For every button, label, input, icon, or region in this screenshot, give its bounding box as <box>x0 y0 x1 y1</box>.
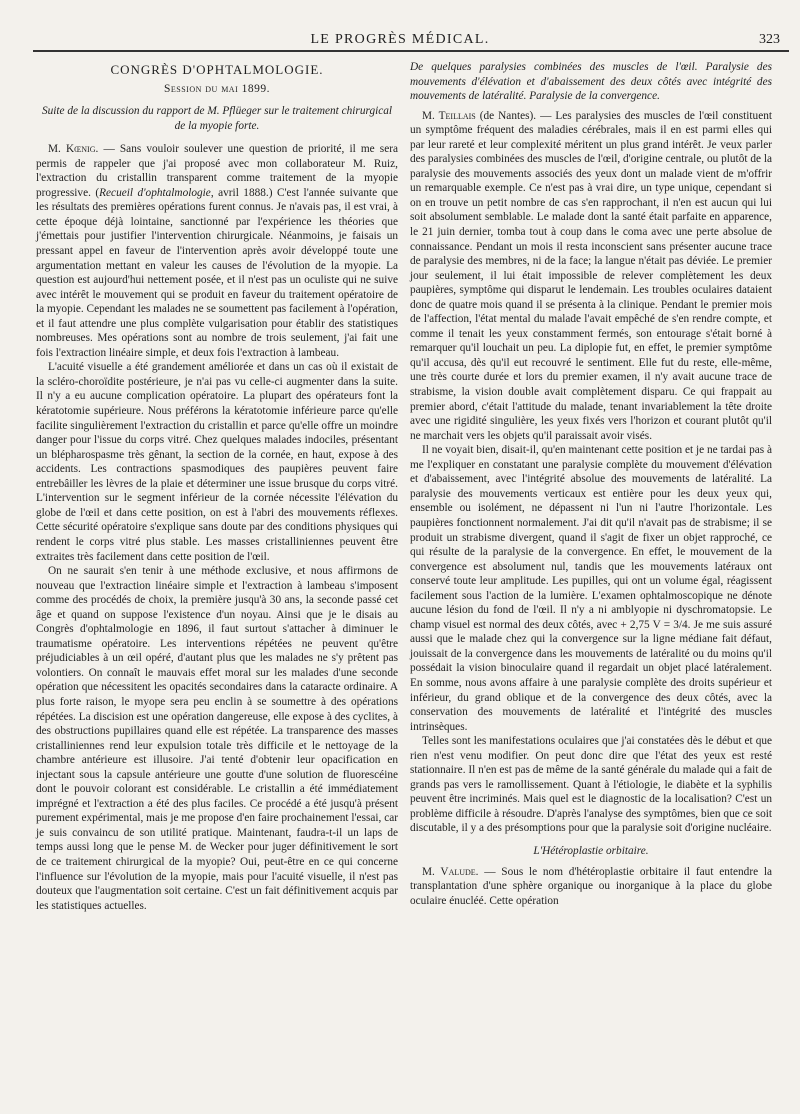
paragraph-text: (de Nantes). — Les paralysies des muscles de l'œil constituent un symptôme fréquent des maladies cérébrales, mais il en est parmi elles qui par leur rareté et leur complexité méritent un plus grand intérêt. Je veux parler des paralysies combinées des muscles de l'œil, d'origine centrale, ou plutôt de la paralysie des mouvements associés des yeux dont un malade vient de m'offrir un remarquable exemple. Ce n'est pas à vrai dire, un type unique, cependant si on en trouve un petit nombre de cas s'en rapprochant, il n'en est aucun qui lui soit absolument semblable. Le malade dont la santé était parfaite en apparence, le 21 juin dernier, tomba tout à coup dans le coma avec une perte absolue de connaissance. Pendant un mois il resta inconscient sans présenter aucune trace de paralysie des membres, ni de la face; la langue n'était pas déviée. Le premier jour seulement, il lui était impossible de relever complètement les deux paupières, symptôme qui disparut le lendemain. Les troubles oculaires dataient donc de quatre mois quand il se présenta à la clinique. Pendant le premier mois de l'affection, l'état mental du malade l'avait empêché de s'en rendre compte, et comme il tenait les yeux constamment fermés, son entourage s'était borné à remarquer qu'il louchait un peu. La diplopie fut, en effet, le premier symptôme qu'il accusa, dès qu'il eut recouvré le sentiment. Elle fut du reste, elle-même, une très courte durée et lors du premier examen, il n'y avait aucune trace de strabisme, la vision double avait complètement disparu. Ce qui frappait au premier abord, c'était l'attitude du malade, tenant invariablement la tête droite avec une rigidité singulière, les yeux fixés vers l'horizon et courant plutôt qu'il ne marchait vers les objets qu'il paraissait avoir visés. <box>410 109 772 442</box>
page-number: 323 <box>759 32 780 47</box>
speaker-name: M. Valude. <box>422 865 479 878</box>
paragraph-text: , avril 1888.) C'est l'année suivante que les résultats des premières opérations furent connus. Je n'avais pas, il est vrai, à cette époque déjà lointaine, sanctionné par l'expérience les théories que j'émettais pour justifier l'intervention chirurgicale. Néanmoins, je faisais un pressant appel en faveur de l'intervention après avoir développé toute une argumentation mettant en valeur les causes de l'évolution de la myopie. La question est aujourd'hui nettement posée, et il n'est pas un oculiste qui ne suive avec intérêt le mouvement qui se produit en faveur du traitement opératoire de la myopie. Cependant les malades ne se soumettent pas facilement à l'opération, et il faut attendre une plus complète vulgarisation pour établir des statistiques nombreuses. Mes opérations sont au nombre de trois seulement, j'ai fait une fois l'extraction linéaire simple, et deux fois l'extraction à lambeau. <box>36 186 398 359</box>
section-subheading: L'Hétéroplastie orbitaire. <box>533 844 649 857</box>
paragraph: L'acuité visuelle a été grandement améliorée et dans un cas où il existait de la scléro-choroïdite postérieure, je n'ai pas vu celle-ci augmenter dans la suite. Il n'y a eu aucune complication opératoire. La plupart des opérateurs font la kératotomie supérieure. Nous préférons la kératotomie inférieure parce qu'elle facilite singulièrement l'extraction du cristallin et parce qu'elle offre un moindre danger pour l'issue du corps vitré. Chez quelques malades indociles, présentant un blépharospasme très gênant, la section de la cornée, en haut, expose à des accidents. Les contractions spasmodiques des paupières peuvent faire entrebâiller les lèvres de la plaie et déterminer une issue brusque du corps vitré. L'intervention sur le segment inférieur de la cornée nécessite l'élévation du globe de l'œil et dans cette position, on est à l'abri des mouvements réflexes. Cette sécurité opératoire s'explique sans doute par des conditions physiques qui rendent le corps vitré plus stable. Les masses cristalliniennes peuvent être extraites très facilement dans cette position de l'œil. <box>36 361 398 563</box>
session-line: Session du mai 1899. <box>163 82 270 95</box>
paragraph <box>410 865 772 909</box>
left-column <box>36 60 398 913</box>
speaker-name: M. Kœnig. <box>48 143 99 156</box>
speaker-name: M. Teillais <box>422 109 476 122</box>
journal-reference: Recueil d'ophtalmologie <box>99 186 211 199</box>
discussion-subtitle: Suite de la discussion du rapport de M. Pflüeger sur le traitement chirurgical de la myopie forte. <box>41 105 393 132</box>
paragraph-text: — Sans vouloir soulever une question de priorité, il me sera permis de rappeler que j'ai proposé avec mon collaborateur M. Ruiz, l'extraction du cristallin transparent comme traitement de la myopie progressive. ( <box>36 143 398 199</box>
paragraph: Il ne voyait bien, disait-il, qu'en maintenant cette position et je ne tardai pas à me l'expliquer en constatant une paralysie complète du mouvement d'élévation et d'abaissement, avec l'intégrité absolue des mouvements de latéralité. La paralysie des mouvements verticaux est entière pour les deux yeux qui, ensemble ou isolément, ne dépassent ni l'un ni l'autre l'horizontale. Les paupières fonctionnent normalement. J'ai dit qu'il n'avait pas de strabisme; il se produit un strabisme divergent, quand il s'agit de fixer un objet rapproché, ce qui résulte de la paralysie de la convergence. En effet, le mouvement de la convergence est absolument nul, tandis que les mouvements latéraux ont conservé toute leur amplitude. Les pupilles, qui ont un volume égal, réagissent facilement sous l'action de la lumière. L'examen ophtalmoscopique ne dénote aucune lésion du fond de l'œil. Il n'y a ni amblyopie ni dyschromatopsie. Le champ visuel est normal des deux côtés, avec + 2,75 V = 3/4. Je me suis assuré aussi que le malade chez qui la convergence sur la ligne médiane fait défaut, jouissait de la convergence dans les mouvements de latéralité ou du moins qu'il possédait la vision binoculaire quand il regardait un objet placé latéralement. En somme, nous avons affaire à une paralysie complète des droits supérieur et inférieur, du grand oblique et de la convergence des deux côtés, avec la conservation des mouvements de latéralité et l'intégrité des muscles intrinsèques. <box>410 444 772 733</box>
paragraph: On ne saurait s'en tenir à une méthode exclusive, et nous affirmons de nouveau que l'extraction linéaire simple et l'extraction à lambeau s'imposent comme des procédés de choix, la première jusqu'à 30 ans, la seconde passé cet âge et quand on suppose l'existence d'un noyau. Ainsi que je le disais au Congrès d'ophtalmologie en 1896, il faut surtout s'attacher à diminuer le traumatisme opératoire. Les interventions répétées ne peuvent qu'être préjudiciables à un œil opéré, d'autant plus que les malades ne s'y prêtent pas volontiers. On connaît le mauvais effet moral sur les malades d'une seconde opération que nécessitent les opacités secondaires dans la cataracte ordinaire. A plus forte raison, le myope sera peu enclin à se soumettre à des opérations répétées. La discision est une opération dangereuse, elle expose à des cyclites, à des obstructions pupillaires quand elle est répétée. La transparence des masses cristalliniennes rend leur expulsion totale très difficile et le nettoyage de la chambre antérieure est illusoire. J'ai tenté d'obtenir leur opacification en injectant sous la capsule antérieure une goutte d'une solution de fluorescéine dont le pouvoir colorant est considérable. Le cristallin a été immédiatement imprégné et l'extraction a été des plus faciles. Ce procédé a été jusqu'à présent purement expérimental, mais je me propose d'en faire prochainement l'essai, car je suis convaincu de son utilité pratique. Maintenant, faudra-t-il un laps de temps aussi long que le pense M. de Wecker pour juger définitivement le sort de ce traitement chirurgical de la myopie? Oui, peut-être en ce qui concerne l'influence sur l'évolution de la myopie, mais pour l'acuité visuelle, il n'est pas douteux que l'augmentation soit certaine. C'est un fait définitivement acquis par les statistiques actuelles. <box>36 565 398 912</box>
paragraph-text: — Sous le nom d'hétéroplastie orbitaire il faut entendre la transplantation d'une sphère organique ou inorganique à la place du globe oculaire énucléé. Cette opération <box>410 865 773 907</box>
topic-title: De quelques paralysies combinées des muscles de l'œil. Paralysie des mouvements d'élévation et d'abaissement des deux côtés avec intégrité des mouvements de latéralité. Paralysie de la convergence. <box>410 61 772 103</box>
right-column <box>410 60 772 908</box>
header-rule <box>33 50 789 52</box>
paragraph <box>36 142 398 360</box>
section-title: CONGRÈS D'OPHTALMOLOGIE. <box>110 62 324 77</box>
journal-title: LE PROGRÈS MÉDICAL. <box>310 32 490 47</box>
paragraph: Telles sont les manifestations oculaires que j'ai constatées dès le début et que rien n'est venu modifier. On peut donc dire que l'état des yeux est resté stationnaire. Il n'en est pas de même de la santé générale du malade qui a fait de grands pas vers le ramollissement. Quant à l'étiologie, le diabète et la syphilis peuvent être incriminés. Mais quel est le diagnostic de la localisation? C'est un problème difficile à résoudre. D'après l'analyse des symptômes, bien que ce soit discutable, il y a des présomptions pour que la paralysie soit d'origine nucléaire. <box>410 735 772 835</box>
paragraph <box>410 109 772 444</box>
